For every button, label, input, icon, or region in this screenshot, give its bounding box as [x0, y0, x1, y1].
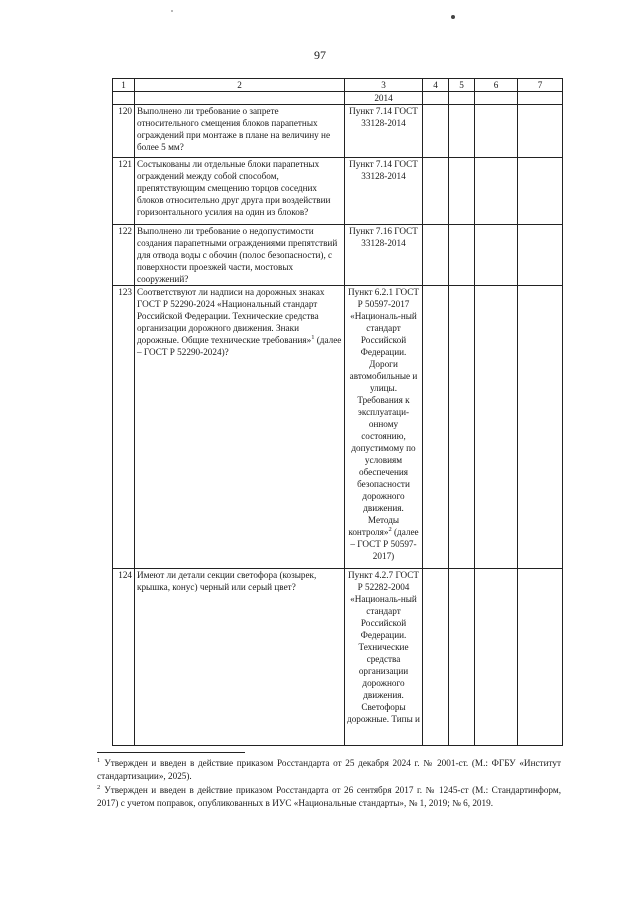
reference-cell: Пункт 7.14 ГОСТ 33128-2014 [345, 158, 423, 225]
footnote-mark: 1 [97, 757, 101, 764]
empty-cell [475, 225, 518, 286]
scan-speck [451, 15, 455, 19]
empty-cell [449, 158, 475, 225]
empty-cell [518, 569, 563, 746]
page-number: 97 [314, 48, 326, 62]
empty-cell [449, 92, 475, 105]
empty-cell [518, 158, 563, 225]
empty-cell [423, 569, 449, 746]
column-header: 2 [135, 79, 345, 92]
question-cell: Выполнено ли требование о недопустимости создания парапетными ограждениями препятствий для отвода воды с обочин (полос безопасности), с поверхности проезжей части, мостовых сооружений? [135, 225, 345, 286]
empty-cell [518, 92, 563, 105]
question-text: Соответствуют ли надписи на дорожных знаках ГОСТ Р 52290-2024 «Национальный стандарт Российской Федерации. Технические средства организации дорожного движения. Знаки дорожные. Общие технические требования» [137, 287, 325, 345]
table-row [113, 105, 563, 158]
empty-cell [423, 286, 449, 569]
column-header: 3 [345, 79, 423, 92]
footnote-mark: 2 [97, 784, 101, 791]
footnote-separator [97, 752, 245, 753]
row-number: 120 [113, 105, 135, 158]
question-cell [135, 92, 345, 105]
column-header: 5 [449, 79, 475, 92]
footnote-text: Утвержден и введен в действие приказом Росстандарта от 25 декабря 2024 г. № 2001-ст. (М.: ФГБУ «Институт стандартизации», 2025). [97, 758, 561, 781]
num-cell [113, 92, 135, 105]
checklist-table [112, 78, 563, 746]
table-row [113, 225, 563, 286]
footnote [97, 784, 561, 810]
scan-speck [171, 10, 173, 12]
reference-text: Пункт 6.2.1 ГОСТ Р 50597-2017 «Националь-ный стандарт Российской Федерации. Дороги автомобильные и улицы. Требования к эксплуатаци-онному состоянию, допустимому по условиям обеспечения безопасности дорожного движения. Методы контроля» [347, 287, 420, 537]
row-number: 121 [113, 158, 135, 225]
empty-cell [423, 92, 449, 105]
table-row [113, 158, 563, 225]
empty-cell [449, 286, 475, 569]
question-cell [135, 286, 345, 569]
empty-cell [518, 105, 563, 158]
reference-text-tail: (далее – ГОСТ Р 50597-2017) [350, 527, 419, 561]
row-number: 124 [113, 569, 135, 746]
empty-cell [449, 569, 475, 746]
empty-cell [475, 158, 518, 225]
footnote-ref: 1 [311, 333, 315, 341]
question-text-tail: (далее – ГОСТ Р 52290-2024)? [137, 335, 342, 357]
column-header: 6 [475, 79, 518, 92]
question-cell: Имеют ли детали секции светофора (козырек, крышка, конус) черный или серый цвет? [135, 569, 345, 746]
reference-cell: Пункт 7.16 ГОСТ 33128-2014 [345, 225, 423, 286]
empty-cell [518, 286, 563, 569]
row-number: 122 [113, 225, 135, 286]
empty-cell [475, 569, 518, 746]
empty-cell [423, 225, 449, 286]
empty-cell [475, 92, 518, 105]
column-header: 4 [423, 79, 449, 92]
question-cell: Состыкованы ли отдельные блоки парапетных ограждений между собой способом, препятствующим смещению торцов соседних блоков относительно друг друга при воздействии горизонтального усилия на один из блоков? [135, 158, 345, 225]
empty-cell [423, 105, 449, 158]
empty-cell [475, 286, 518, 569]
column-header: 7 [518, 79, 563, 92]
empty-cell [449, 225, 475, 286]
reference-cell: 2014 [345, 92, 423, 105]
question-cell: Выполнено ли требование о запрете относительного смещения блоков парапетных ограждений при монтаже в плане на величину не более 5 мм? [135, 105, 345, 158]
empty-cell [449, 105, 475, 158]
reference-cell: Пункт 7.14 ГОСТ 33128-2014 [345, 105, 423, 158]
empty-cell [518, 225, 563, 286]
empty-cell [423, 158, 449, 225]
table-header-row [113, 79, 563, 92]
footnote-text: Утвержден и введен в действие приказом Росстандарта от 26 сентября 2017 г. № 1245-ст (М.: Стандартинформ, 2017) с учетом поправок, опубликованных в ИУС «Национальные стандарты», № 1, 2019; № 6, 2019. [97, 785, 561, 808]
table-row-continuation [113, 92, 563, 105]
table-row [113, 569, 563, 746]
table-row [113, 286, 563, 569]
reference-cell: Пункт 4.2.7 ГОСТ Р 52282-2004 «Националь-ный стандарт Российской Федерации. Технические средства организации дорожного движения. Светофоры дорожные. Типы и [345, 569, 423, 746]
row-number: 123 [113, 286, 135, 569]
reference-cell [345, 286, 423, 569]
column-header: 1 [113, 79, 135, 92]
footnote-ref: 2 [388, 525, 392, 533]
empty-cell [475, 105, 518, 158]
footnote [97, 757, 561, 783]
